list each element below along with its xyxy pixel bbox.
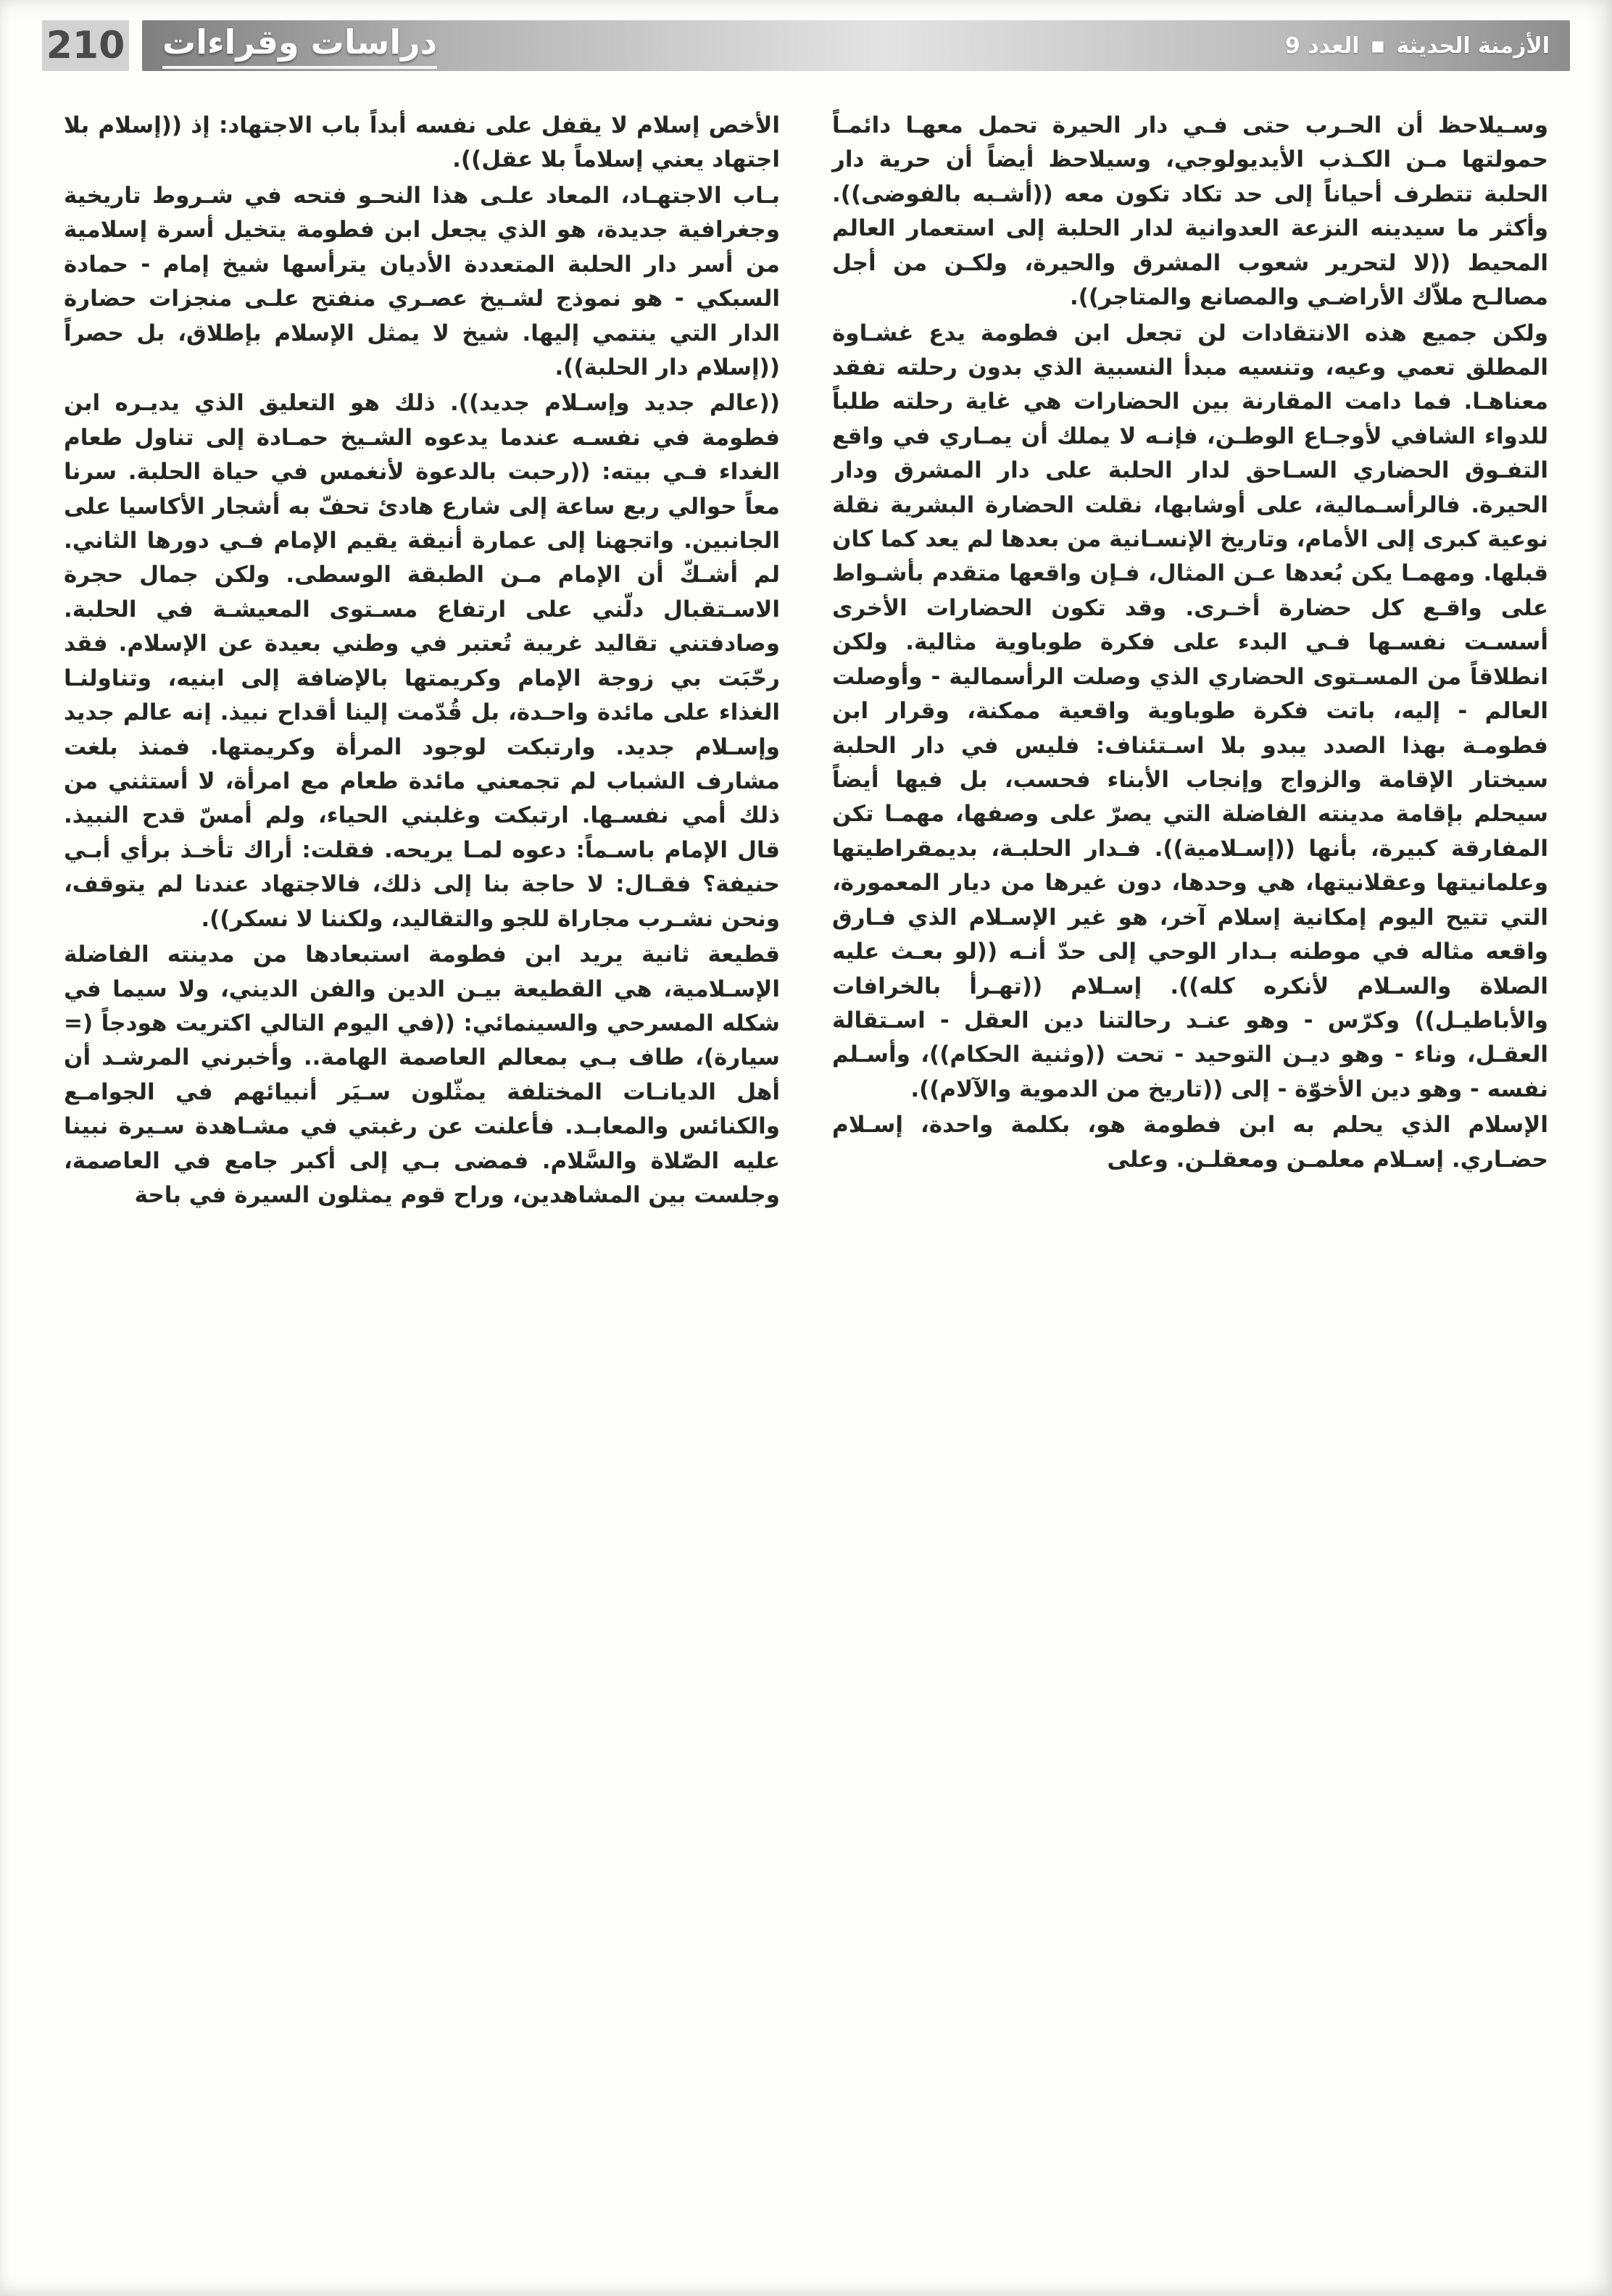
- paragraph: ((عالم جديد وإسـلام جديد)). ذلك هو التعليق الذي يديـره ابن فطومة في نفسـه عندما يدعوه الشـيخ حمـادة إلى تناول طعام الغداء فـي بيته: ((رحبت بالدعوة لأنغمس في حياة الحلبة. سرنا معاً حوالي ربع ساعة إلى شارع هادئ تحفّ به أشجار الأكاسيا على الجانبين. واتجهنا إلى عمارة أنيقة يقيم الإمام فـي دورها الثاني. لم أشـكّ أن الإمام مـن الطبقة الوسطى. ولكن جمال حجرة الاسـتقبال دلّني على ارتفاع مسـتوى المعيشـة في الحلبة. وصادفتني تقاليد غريبة تُعتبر في وطني بعيدة عن الإسلام. فقد رحّبَت بي زوجة الإمام وكريمتها بالإضافة إلى ابنيه، وتناولنـا الغذاء على مائدة واحـدة، بل قُدّمت إلينا أقداح نبيذ. إنه عالم جديد وإسـلام جديد. وارتبكت لوجود المرأة وكريمتها. فمنذ بلغت مشارف الشباب لم تجمعني مائدة طعام مع امرأة، لا أستثني من ذلك أمي نفسـها. ارتبكت وغلبني الحياء، ولم أمسّ قدح النبيذ. قال الإمام باسـماً: دعوه لمـا يريحه. فقلت: أراك تأخـذ برأي أبـي حنيفة؟ فقـال: لا حاجة بنا إلى ذلك، فالاجتهاد عندنا لم يتوقف، ونحن نشـرب مجاراة للجو والتقاليد، ولكننا لا نسكر)).: [64, 390, 780, 932]
- header-band: [142, 20, 1570, 71]
- article-body: [64, 109, 1548, 1213]
- text-column-right: [832, 109, 1548, 1213]
- journal-info: [1285, 33, 1550, 59]
- square-bullet-icon: ■: [1371, 37, 1385, 54]
- paragraph: قطيعة ثانية يريد ابن فطومة استبعادها من مدينته الفاضلة الإسـلامية، هي القطيعة بيـن الدين والفن الديني، ولا سيما في شكله المسرحي والسينمائي: ((في اليوم التالي اكتريت هودجاً (= سيارة)، طاف بـي بمعالم العاصمة الهامة.. وأخبرني المرشـد أن أهل الديانـات المختلفة يمثّلون سـيَر أنبيائهم في الجوامـع والكنائس والمعابـد. فأعلنت عن رغبتي في مشـاهدة سـيرة نبينا عليه الصّلاة والسَّلام. فمضى بـي إلى أكبر جامع في العاصمة، وجلست بين المشاهدين، وراح قوم يمثلون السيرة في باحة: [64, 941, 780, 1209]
- paragraph: ولكن جميع هذه الانتقادات لن تجعل ابن فطومة يدع غشـاوة المطلق تعمي وعيه، وتنسيه مبدأ النسبية الذي بدون رحلته تفقد معناهـا. فما دامت المقارنة بين الحضارات هي غاية رحلته طلباً للدواء الشافي لأوجـاع الوطـن، فإنـه لا يملك أن يمـاري في واقع التفـوق الحضاري السـاحق لدار الحلبة على دار المشرق ودار الحيرة. فالرأسـمالية، على أوشابها، نقلت الحضارة البشرية نقلة نوعية كبرى إلى الأمام، وتاريخ الإنسـانية من بعدها لم يعد كما كان قبلها. ومهمـا يكن بُعدها عـن المثال، فـإن واقعها متقدم بأشـواط على واقـع كل حضارة أخـرى. وقد تكون الحضارات الأخرى أسسـت نفسـها فـي البدء على فكرة طوباوية مثالية. ولكن انطلاقاً من المسـتوى الحضاري الذي وصلت الرأسمالية - وأوصلت العالم - إليه، باتت فكرة طوباوية واقعية ممكنة، وقرار ابن فطومـة بهذا الصدد يبدو بلا اسـتئناف: فليس في دار الحلبة سيختار الإقامة والزواج وإنجاب الأبناء فحسب، بل فيها أيضاً سيحلم بإقامة مدينته الفاضلة التي يصرّ على وصفها، مهمـا تكن المفارقة كبيرة، بأنها ((إسـلامية)). فـدار الحلبـة، بديمقراطيتها وعلمانيتها وعقلانيتها، هي وحدها، دون غيرها من ديار المعمورة، التي تتيح اليوم إمكانية إسلام آخر، هو غير الإسـلام الذي فـارق واقعه مثاله في موطنه بـدار الوحي إلى حدّ أنـه ((لو بعـث عليه الصلاة والسـلام لأنكره كله)). إسـلام ((تهـرأ بالخرافات والأباطيـل)) وكرّس - وهو عنـد رحالتنا دين العقل - اسـتقالة العقـل، وناء - وهو ديـن التوحيد - تحت ((وثنية الحكام))، وأسـلم نفسه - وهو دين الأخوّة - إلى ((تاريخ من الدموية والآلام)).: [832, 320, 1548, 1102]
- page-number: 210: [42, 20, 129, 71]
- page-header: [42, 20, 1570, 71]
- issue-number: العدد 9: [1285, 33, 1360, 59]
- section-title: دراسات وقراءات: [162, 22, 437, 69]
- journal-title: الأزمنة الحديثة: [1396, 33, 1550, 59]
- text-column-left: [64, 109, 780, 1213]
- paragraph: بـاب الاجتهـاد، المعاد علـى هذا النحـو فتحه في شـروط تاريخية وجغرافية جديدة، هو الذي يجعل ابن فطومة يتخيل أسرة إسلامية من أسر دار الحلبة المتعددة الأديان يترأسها شيخ إمام - حمادة السبكي - هو نموذج لشـيخ عصـري منفتح علـى منجزات حضارة الدار التي ينتمي إليها. شيخ لا يمثل الإسلام بإطلاق، بل حصراً ((إسلام دار الحلبة)).: [64, 182, 780, 380]
- paragraph: الأخص إسلام لا يقفل على نفسه أبداً باب الاجتهاد: إذ ((إسلام بلا اجتهاد يعني إسلاماً بلا عقل)).: [64, 112, 780, 173]
- paragraph: الإسلام الذي يحلم به ابن فطومة هو، بكلمة واحدة، إسـلام حضـاري. إسـلام معلمـن ومعقلـن. وعلى: [832, 1112, 1548, 1173]
- paragraph: وسـيلاحظ أن الحـرب حتى فـي دار الحيرة تحمل معهـا دائمـاً حمولتها مـن الكـذب الأيديولوجي، وسيلاحظ أيضاً أن حرية دار الحلبة تتطرف أحياناً إلى حد تكاد تكون معه ((أشـبه بالفوضى)). وأكثر ما سيدينه النزعة العدوانية لدار الحلبة إلى استعمار العالم المحيط ((لا لتحرير شعوب المشرق والحيرة، ولكـن من أجل مصالـح ملاّك الأراضـي والمصانع والمتاجر)).: [832, 112, 1548, 311]
